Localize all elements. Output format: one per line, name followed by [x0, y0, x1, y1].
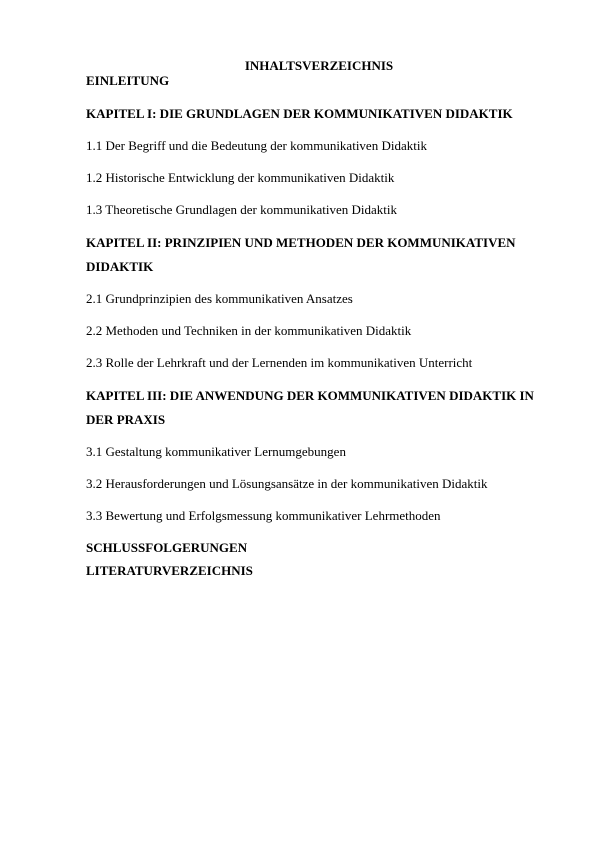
toc-entry-section-3-1: 3.1 Gestaltung kommunikativer Lernumgebungen [86, 444, 346, 459]
toc-entry-bibliography: LITERATURVERZEICHNIS [86, 563, 253, 578]
toc-entry-section-2-2: 2.2 Methoden und Techniken in der kommunikativen Didaktik [86, 323, 412, 338]
toc-entry-section-2-1: 2.1 Grundprinzipien des kommunikativen Ansatzes [86, 291, 353, 306]
toc-entry-section-3-2: 3.2 Herausforderungen und Lösungsansätze in der kommunikativen Didaktik [86, 476, 488, 491]
toc-entry-section-3-3: 3.3 Bewertung und Erfolgsmessung kommunikativer Lehrmethoden [86, 508, 441, 523]
toc-entry-introduction: EINLEITUNG [86, 73, 170, 88]
toc-entry-section-1-2: 1.2 Historische Entwicklung der kommunikativen Didaktik [86, 170, 395, 185]
toc-entry-section-2-3: 2.3 Rolle der Lehrkraft und der Lernenden im kommunikativen Unterricht [86, 355, 473, 370]
toc-entry-conclusions: SCHLUSSFOLGERUNGEN [86, 540, 248, 555]
toc-entry-chapter-3: KAPITEL III: DIE ANWENDUNG DER KOMMUNIKATIVEN DIDAKTIK IN DER PRAXIS [86, 388, 534, 427]
toc-entry-section-1-3: 1.3 Theoretische Grundlagen der kommunikativen Didaktik [86, 202, 397, 217]
toc-title: INHALTSVERZEICHNIS [244, 58, 394, 73]
toc-entry-chapter-1: KAPITEL I: DIE GRUNDLAGEN DER KOMMUNIKATIVEN DIDAKTIK [86, 106, 513, 121]
toc-entry-chapter-2: KAPITEL II: PRINZIPIEN UND METHODEN DER KOMMUNIKATIVEN DIDAKTIK [86, 235, 516, 274]
toc-entry-section-1-1: 1.1 Der Begriff und die Bedeutung der kommunikativen Didaktik [86, 138, 427, 153]
